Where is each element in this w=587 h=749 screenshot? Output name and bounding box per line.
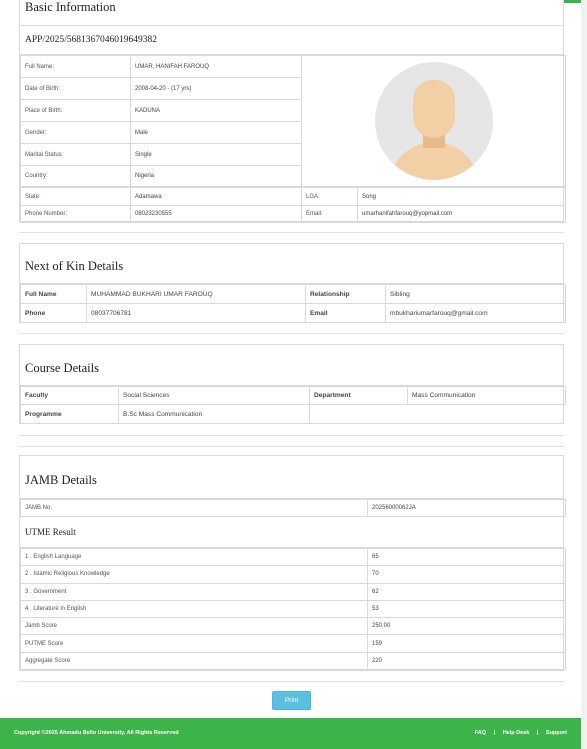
jamb-number-value: 20256000062JA bbox=[368, 500, 566, 517]
person-avatar-icon bbox=[375, 62, 493, 180]
next-of-kin-section bbox=[19, 243, 564, 323]
table-row bbox=[21, 405, 566, 424]
marital-status-value: Single bbox=[131, 144, 302, 166]
faculty-label: Faculty bbox=[21, 387, 119, 405]
kin-full-name-value: MUHAMMAD BUKHARI UMAR FAROUQ bbox=[87, 285, 306, 304]
subject-score: 53 bbox=[368, 600, 566, 617]
divider bbox=[19, 333, 564, 334]
table-row bbox=[21, 549, 566, 566]
kin-relationship-value: Sibling bbox=[386, 285, 566, 304]
table-row bbox=[21, 652, 566, 669]
putme-score-value: 159 bbox=[368, 635, 566, 652]
jamb-score-label: Jamb Score bbox=[21, 618, 368, 635]
table-row bbox=[21, 56, 566, 78]
country-label: Country: bbox=[21, 166, 131, 187]
subject-name: 1 . English Language bbox=[21, 549, 368, 566]
kin-email-value: mbukhariumarfarouq@gmail.com bbox=[386, 304, 566, 323]
lga-value: Song bbox=[358, 188, 566, 206]
copyright-text: Copyright ©2025 Ahmadu Bello University, All Rights Reserved bbox=[14, 730, 179, 736]
personal-details-table bbox=[20, 55, 566, 187]
utme-result-table bbox=[20, 548, 566, 670]
subject-name: 2 . Islamic Religious Knowledge bbox=[21, 566, 368, 583]
subject-score: 65 bbox=[368, 549, 566, 566]
putme-score-label: PUTME Score bbox=[21, 635, 368, 652]
kin-email-label: Email bbox=[306, 304, 386, 323]
footer-links bbox=[469, 730, 567, 736]
next-of-kin-title: Next of Kin Details bbox=[20, 244, 563, 284]
lga-label: LGA: bbox=[302, 188, 358, 206]
aggregate-score-label: Aggregate Score bbox=[21, 652, 368, 669]
email-label: Email: bbox=[302, 206, 358, 223]
subject-name: 3 . Government bbox=[21, 583, 368, 600]
email-value: umarhanifahfarouq@yopmail.com bbox=[358, 206, 566, 223]
kin-full-name-label: Full Name bbox=[21, 285, 87, 304]
table-row bbox=[21, 566, 566, 583]
table-row bbox=[21, 304, 566, 323]
table-row bbox=[21, 600, 566, 617]
department-value: Mass Communication bbox=[408, 387, 566, 405]
marital-status-label: Marital Status: bbox=[21, 144, 131, 166]
table-row bbox=[21, 285, 566, 304]
place-of-birth-value: KADUNA bbox=[131, 100, 302, 122]
subject-score: 70 bbox=[368, 566, 566, 583]
utme-result-title: UTME Result bbox=[20, 517, 563, 548]
subject-score: 62 bbox=[368, 583, 566, 600]
table-row bbox=[21, 583, 566, 600]
place-of-birth-label: Place of Birth: bbox=[21, 100, 131, 122]
contact-details-table bbox=[20, 187, 566, 223]
faq-link[interactable]: FAQ bbox=[474, 730, 487, 736]
basic-information-section bbox=[19, 0, 564, 222]
table-row bbox=[21, 188, 566, 206]
help-desk-link[interactable]: Help Desk bbox=[502, 730, 530, 736]
course-details-title: Course Details bbox=[20, 345, 563, 386]
state-label: State: bbox=[21, 188, 131, 206]
jamb-details-section bbox=[19, 455, 564, 671]
phone-number-label: Phone Number: bbox=[21, 206, 131, 223]
state-value: Adamawa bbox=[131, 188, 302, 206]
programme-value: B.Sc Mass Communication bbox=[119, 405, 310, 424]
full-name-value: UMAR, HANIFAH FAROUQ bbox=[131, 56, 302, 78]
jamb-score-value: 250.00 bbox=[368, 618, 566, 635]
date-of-birth-value: 2008-04-20 - (17 yrs) bbox=[131, 78, 302, 100]
kin-relationship-label: Relationship bbox=[306, 285, 386, 304]
aggregate-score-value: 220 bbox=[368, 652, 566, 669]
date-of-birth-label: Date of Birth: bbox=[21, 78, 131, 100]
jamb-number-table bbox=[20, 499, 566, 517]
kin-phone-label: Phone bbox=[21, 304, 87, 323]
table-row bbox=[21, 618, 566, 635]
table-row bbox=[21, 206, 566, 223]
divider bbox=[19, 232, 564, 233]
course-details-section bbox=[19, 344, 564, 424]
print-button[interactable]: Print bbox=[272, 691, 311, 710]
application-number: APP/2025/5681367046019649382 bbox=[20, 26, 563, 55]
table-row bbox=[21, 387, 566, 405]
divider bbox=[19, 435, 564, 436]
subject-name: 4 . Literature in English bbox=[21, 600, 368, 617]
gender-value: Male bbox=[131, 122, 302, 144]
basic-information-title: Basic Information bbox=[20, 0, 563, 26]
gender-label: Gender: bbox=[21, 122, 131, 144]
table-row bbox=[21, 635, 566, 652]
phone-number-value: 08023230555 bbox=[131, 206, 302, 223]
divider bbox=[19, 446, 564, 447]
table-row bbox=[21, 500, 566, 517]
next-of-kin-table bbox=[20, 284, 566, 323]
footer bbox=[0, 718, 581, 749]
footer-separator: | bbox=[493, 730, 496, 736]
country-value: Nigeria bbox=[131, 166, 302, 187]
programme-label: Programme bbox=[21, 405, 119, 424]
footer-separator: | bbox=[536, 730, 539, 736]
full-name-label: Full Name: bbox=[21, 56, 131, 78]
page-scrollbar[interactable] bbox=[581, 0, 587, 749]
faculty-value: Social Sciences bbox=[119, 387, 310, 405]
kin-phone-value: 08037706781 bbox=[87, 304, 306, 323]
divider bbox=[19, 681, 564, 682]
department-label: Department bbox=[310, 387, 408, 405]
course-details-table bbox=[20, 386, 566, 424]
jamb-number-label: JAMB No. bbox=[21, 500, 368, 517]
photo-cell bbox=[302, 56, 566, 187]
support-link[interactable]: Support bbox=[545, 730, 567, 736]
jamb-details-title: JAMB Details bbox=[20, 456, 563, 499]
